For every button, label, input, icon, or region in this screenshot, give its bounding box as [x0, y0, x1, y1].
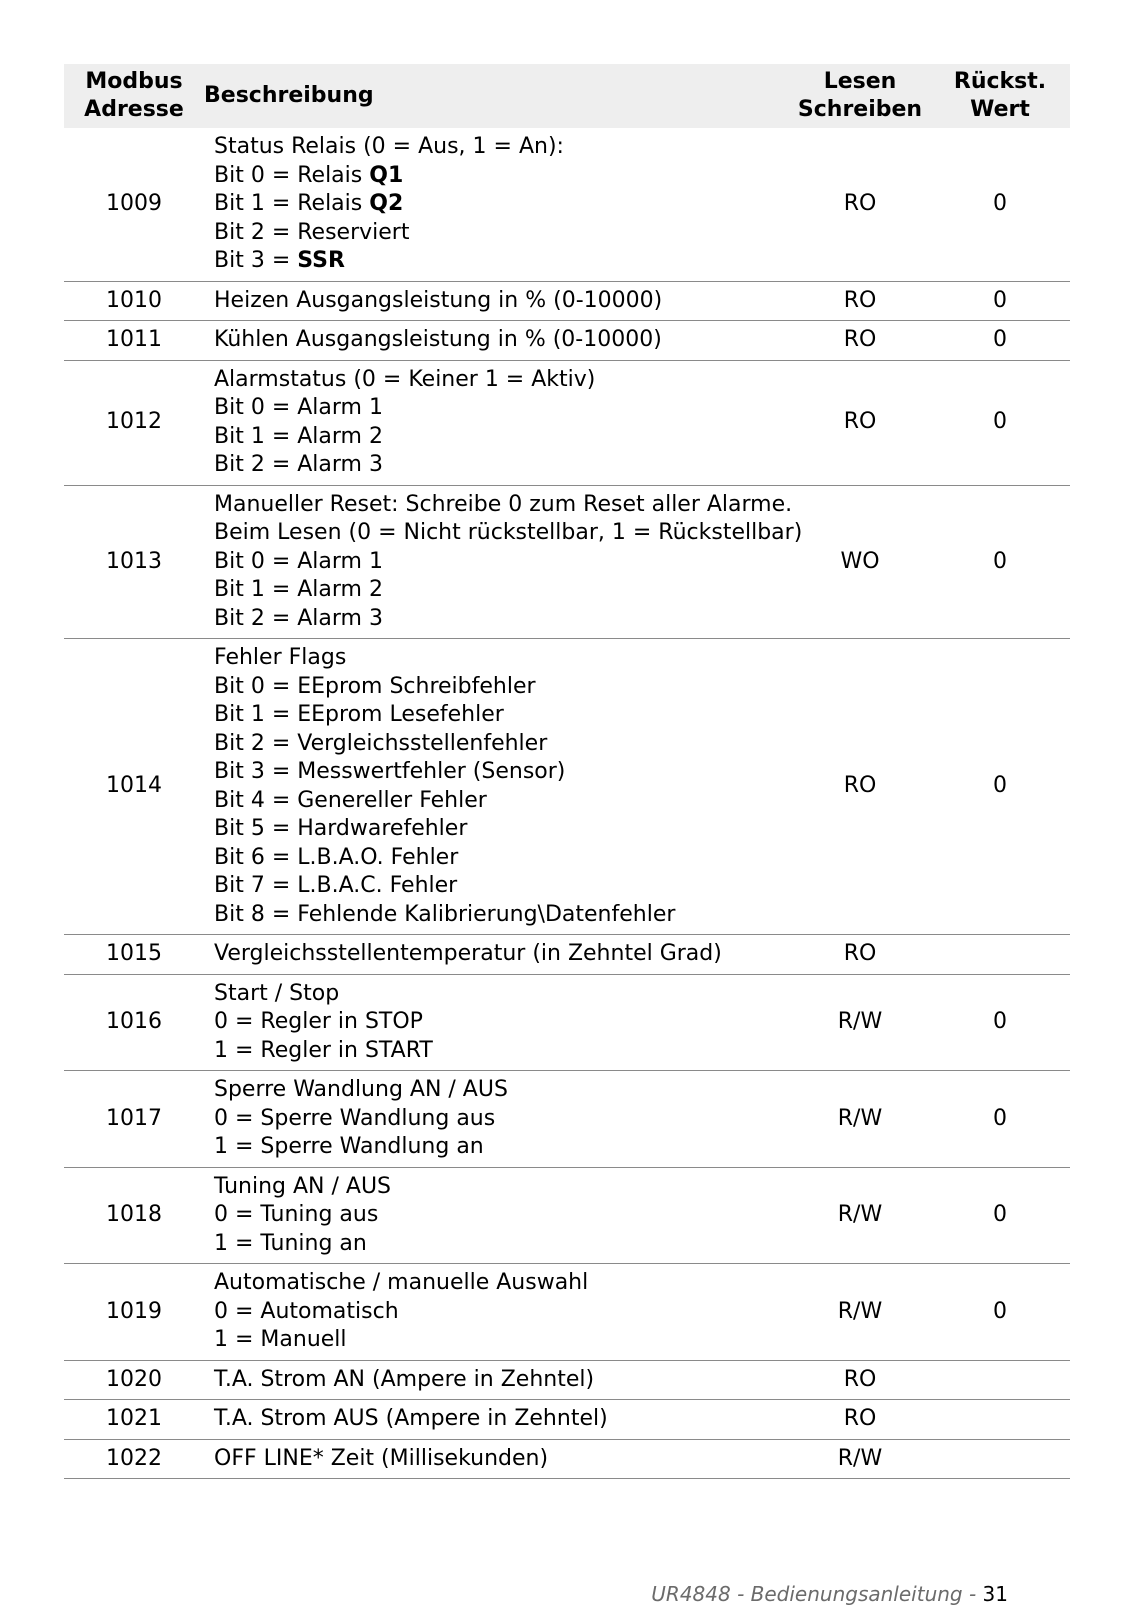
description-text: Tuning AN / AUS [214, 1173, 392, 1199]
description-text: Bit 2 = Alarm 3 [214, 605, 383, 631]
description-line [214, 901, 790, 930]
description-text: Bit 0 = Relais [214, 162, 370, 188]
description-line [214, 1326, 790, 1355]
description-text: Bit 5 = Hardwarefehler [214, 816, 468, 841]
description-text: Bit 3 = [214, 248, 298, 273]
modbus-address-cell: 1020 [64, 1360, 204, 1400]
default-value-cell [930, 1400, 1070, 1440]
description-text: 0 = Regler in STOP [214, 1009, 423, 1034]
description-text: 1 = Regler in START [214, 1037, 433, 1063]
modbus-address-cell: 1010 [64, 281, 204, 321]
description-text: Beim Lesen (0 = Nicht rückstellbar, 1 = Rückstellbar) [214, 520, 803, 545]
description-line [214, 219, 790, 248]
description-bold-text: Q2 [369, 191, 404, 216]
read-write-cell: R/W [790, 1071, 930, 1168]
description-text: 1 = Tuning an [214, 1230, 367, 1256]
description-bold-text: Q1 [369, 162, 404, 188]
description-cell [204, 128, 790, 281]
description-line [214, 133, 790, 162]
description-line [214, 1105, 790, 1134]
default-value-cell: 0 [930, 485, 1070, 639]
default-value-cell: 0 [930, 974, 1070, 1071]
default-value-cell: 0 [930, 639, 1070, 935]
description-text: Bit 2 = Reserviert [214, 219, 410, 245]
description-cell [204, 485, 803, 639]
page-footer [651, 1582, 1008, 1606]
description-text: OFF LINE* Zeit (Millisekunden) [214, 1445, 549, 1471]
description-line [214, 1037, 790, 1066]
description-line [214, 1076, 790, 1105]
description-cell [204, 1264, 790, 1361]
description-text: Bit 0 = EEprom Schreibfehler [214, 673, 536, 699]
description-text: 0 = Tuning aus [214, 1202, 379, 1227]
modbus-register-table [64, 64, 1070, 1479]
description-text: Bit 6 = L.B.A.O. Fehler [214, 844, 459, 870]
table-row [64, 485, 1070, 639]
description-text: Start / Stop [214, 980, 340, 1006]
description-line [214, 326, 790, 355]
table-row [64, 281, 1070, 321]
description-line [214, 548, 790, 577]
table-row [64, 360, 1070, 485]
description-text: Automatische / manuelle Auswahl [214, 1270, 589, 1295]
description-text: T.A. Strom AN (Ampere in Zehntel) [214, 1366, 595, 1392]
description-text: Kühlen Ausgangsleistung in % (0-10000) [214, 327, 662, 352]
description-line [214, 247, 790, 276]
description-line [214, 1201, 790, 1230]
header-default-line1: Rückst. [953, 69, 1047, 94]
modbus-address-cell: 1012 [64, 360, 204, 485]
read-write-cell: RO [790, 1360, 930, 1400]
description-text: 1 = Sperre Wandlung an [214, 1134, 484, 1159]
footer-page-number: 31 [982, 1582, 1008, 1606]
description-line [214, 787, 790, 816]
header-read-write [790, 64, 930, 128]
description-line [214, 287, 790, 316]
description-line [214, 1366, 790, 1395]
description-cell [204, 281, 790, 321]
description-line [214, 872, 790, 901]
table-row [64, 935, 1070, 975]
modbus-address-cell: 1021 [64, 1400, 204, 1440]
default-value-cell: 0 [930, 128, 1070, 281]
description-line [214, 576, 790, 605]
description-text: Bit 1 = EEprom Lesefehler [214, 702, 504, 727]
description-line [214, 644, 790, 673]
read-write-cell: RO [790, 639, 930, 935]
document-page [64, 64, 1070, 1606]
description-line [214, 980, 790, 1009]
description-line [214, 673, 790, 702]
table-row [64, 1360, 1070, 1400]
description-text: Bit 0 = Alarm 1 [214, 548, 383, 574]
default-value-cell [930, 1439, 1070, 1479]
modbus-address-cell: 1018 [64, 1167, 204, 1264]
description-line [214, 844, 790, 873]
default-value-cell [930, 935, 1070, 975]
description-text: Bit 1 = Relais [214, 191, 370, 216]
description-text: Vergleichsstellentemperatur (in Zehntel Grad) [214, 941, 722, 966]
modbus-address-cell: 1019 [64, 1264, 204, 1361]
default-value-cell: 0 [930, 1167, 1070, 1264]
description-line [214, 1405, 790, 1434]
header-description-label: Beschreibung [204, 83, 374, 108]
read-write-cell: R/W [790, 974, 930, 1071]
read-write-cell: RO [790, 935, 930, 975]
description-text: Bit 1 = Alarm 2 [214, 577, 383, 602]
description-text: Manueller Reset: Schreibe 0 zum Reset aller Alarme. [214, 491, 793, 517]
description-line [214, 758, 790, 787]
modbus-address-cell: 1013 [64, 485, 204, 639]
read-write-cell: RO [790, 321, 930, 361]
description-line [214, 605, 790, 634]
table-body [64, 128, 1070, 1479]
description-line [214, 1008, 790, 1037]
description-text: Fehler Flags [214, 645, 347, 670]
table-row [64, 321, 1070, 361]
default-value-cell: 0 [930, 1264, 1070, 1361]
read-write-cell: R/W [790, 1167, 930, 1264]
footer-document-title: UR4848 - Bedienungsanleitung - [651, 1582, 983, 1606]
description-cell [204, 1439, 790, 1479]
description-line [214, 1298, 790, 1327]
description-text: Status Relais (0 = Aus, 1 = An): [214, 134, 564, 159]
header-address-line2: Adresse [84, 97, 184, 122]
description-cell [204, 1167, 790, 1264]
description-text: Bit 4 = Genereller Fehler [214, 787, 487, 813]
description-line [214, 366, 790, 395]
header-rw-line1: Lesen [823, 69, 897, 94]
table-row [64, 639, 1070, 935]
header-default-value [930, 64, 1070, 128]
description-line [214, 519, 803, 548]
read-write-cell: RO [790, 281, 930, 321]
description-text: Sperre Wandlung AN / AUS [214, 1077, 508, 1102]
description-line [214, 730, 790, 759]
read-write-cell: RO [790, 128, 930, 281]
description-text: Bit 0 = Alarm 1 [214, 395, 383, 420]
description-line [214, 162, 790, 191]
header-address-line1: Modbus [85, 69, 183, 94]
description-line [214, 1133, 790, 1162]
modbus-address-cell: 1022 [64, 1439, 204, 1479]
read-write-cell: RO [790, 1400, 930, 1440]
description-line [214, 423, 790, 452]
description-line [214, 1230, 790, 1259]
description-cell [204, 1400, 790, 1440]
description-text: Heizen Ausgangsleistung in % (0-10000) [214, 287, 663, 313]
header-rw-line2: Schreiben [797, 97, 923, 122]
description-cell [204, 639, 790, 935]
description-text: 0 = Sperre Wandlung aus [214, 1105, 496, 1131]
description-line [214, 701, 790, 730]
description-line [214, 1173, 790, 1202]
table-header-row [64, 64, 1070, 128]
table-row [64, 974, 1070, 1071]
description-text: 1 = Manuell [214, 1327, 347, 1352]
default-value-cell [930, 1360, 1070, 1400]
description-line [214, 491, 793, 520]
header-modbus-address [64, 64, 204, 128]
description-text: Bit 2 = Alarm 3 [214, 452, 383, 477]
description-cell [204, 974, 790, 1071]
modbus-address-cell: 1011 [64, 321, 204, 361]
read-write-cell: RO [790, 360, 930, 485]
table-row [64, 1167, 1070, 1264]
table-row [64, 1071, 1070, 1168]
default-value-cell: 0 [930, 321, 1070, 361]
description-text: Bit 7 = L.B.A.C. Fehler [214, 873, 458, 898]
description-cell [204, 1360, 790, 1400]
header-default-line2: Wert [970, 97, 1030, 122]
header-description [204, 64, 790, 128]
description-text: T.A. Strom AUS (Ampere in Zehntel) [214, 1406, 608, 1431]
description-line [214, 1445, 790, 1474]
read-write-cell: R/W [790, 1439, 930, 1479]
table-row [64, 1439, 1070, 1479]
modbus-address-cell: 1017 [64, 1071, 204, 1168]
description-line [214, 940, 790, 969]
description-text: Bit 1 = Alarm 2 [214, 423, 383, 449]
description-cell [204, 360, 790, 485]
description-text: 0 = Automatisch [214, 1298, 399, 1324]
description-cell [204, 1071, 790, 1168]
description-line [214, 1269, 790, 1298]
description-cell [204, 935, 790, 975]
description-line [214, 190, 790, 219]
read-write-cell: R/W [790, 1264, 930, 1361]
description-bold-text: SSR [297, 248, 345, 273]
description-text: Bit 8 = Fehlende Kalibrierung\Datenfehler [214, 901, 676, 927]
table-row [64, 128, 1070, 281]
description-line [214, 451, 790, 480]
default-value-cell: 0 [930, 1071, 1070, 1168]
description-line [214, 815, 790, 844]
description-text: Bit 3 = Messwertfehler (Sensor) [214, 759, 566, 784]
description-text: Alarmstatus (0 = Keiner 1 = Aktiv) [214, 366, 596, 392]
read-write-cell: WO [790, 485, 930, 639]
description-cell [204, 321, 790, 361]
table-header [64, 64, 1070, 128]
table-row [64, 1400, 1070, 1440]
table-row [64, 1264, 1070, 1361]
default-value-cell: 0 [930, 281, 1070, 321]
modbus-address-cell: 1014 [64, 639, 204, 935]
default-value-cell: 0 [930, 360, 1070, 485]
description-text: Bit 2 = Vergleichsstellenfehler [214, 730, 548, 756]
description-line [214, 394, 790, 423]
modbus-address-cell: 1016 [64, 974, 204, 1071]
modbus-address-cell: 1009 [64, 128, 204, 281]
modbus-address-cell: 1015 [64, 935, 204, 975]
